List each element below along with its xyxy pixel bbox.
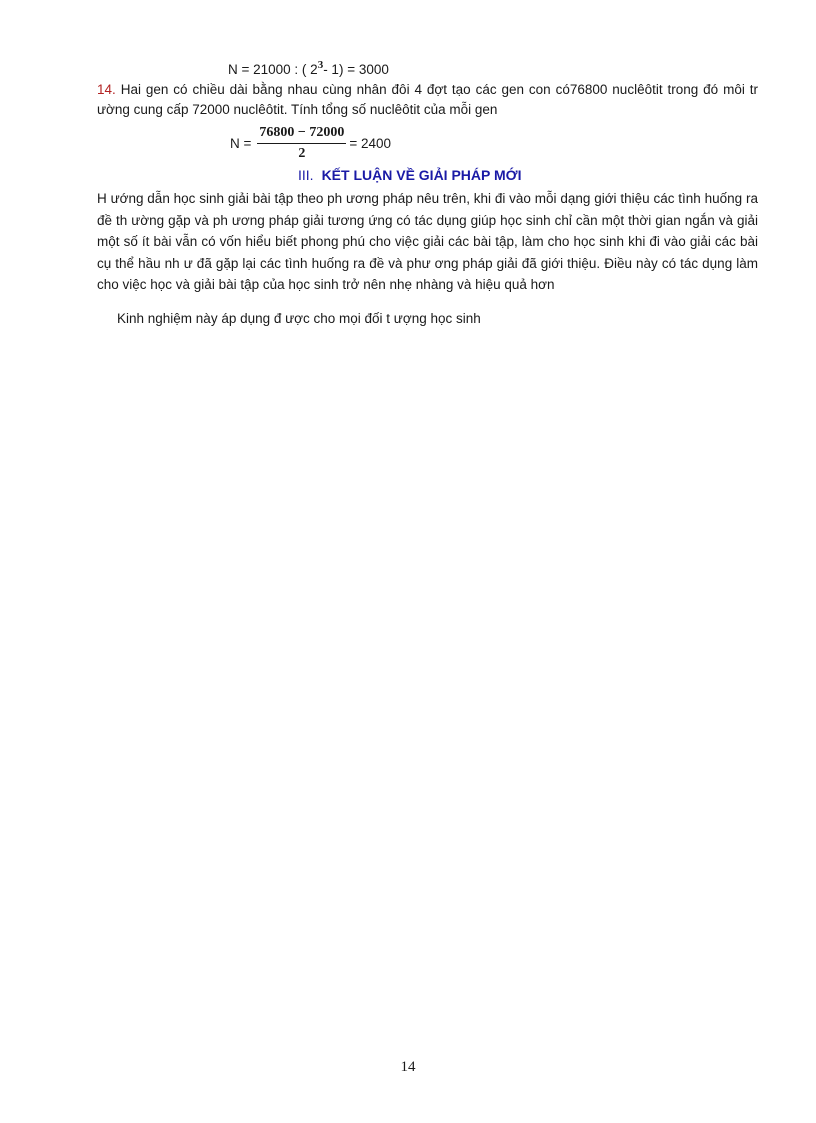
formula-2-lhs: N = xyxy=(230,135,252,151)
section-roman-numeral: III. xyxy=(298,167,314,183)
section-heading xyxy=(298,166,522,184)
formula-1-before: N = 21000 : ( 2 xyxy=(228,62,318,77)
formula-2-rhs: = 2400 xyxy=(349,135,392,151)
problem-14 xyxy=(97,80,758,120)
fraction xyxy=(257,125,346,162)
formula-1-exponent: 3 xyxy=(317,59,324,71)
page-number: 14 xyxy=(400,1059,416,1075)
problem-text: Hai gen có chiều dài bằng nhau cùng nhân đôi 4 đợt tạo các gen con có76800 nuclêôtit trong đó môi tr ường cung cấp 72000 nuclêôtit. Tính tổng số nuclêôtit của mỗi gen xyxy=(97,82,758,117)
problem-number: 14. xyxy=(97,82,116,97)
fraction-denominator: 2 xyxy=(298,145,306,161)
fraction-numerator: 76800 − 72000 xyxy=(257,125,346,144)
formula-n-21000 xyxy=(228,61,389,80)
section-title: KẾT LUẬN VỀ GIẢI PHÁP MỚI xyxy=(321,167,522,183)
conclusion-paragraph: H ướng dẫn học sinh giải bài tập theo ph ương pháp nêu trên, khi đi vào mỗi dạng giới thiệu các tình huống ra đề th ường gặp và ph ương pháp giải tương ứng có tác dụng giúp học sinh chỉ cần một thời gian ngắn và giải một số ít bài vẫn có vốn hiểu biết phong phú cho việc giải các bài tập, làm cho học sinh khi đi vào giải các bài cụ thể hầu nh ư đã gặp lại các tình huống ra đề và phư ơng pháp giải đã giới thiệu. Điều này có tác dụng làm cho việc học và giải bài tập của học sinh trở nên nhẹ nhàng và hiệu quả hơn xyxy=(97,191,758,292)
formula-1-after: - 1) = 3000 xyxy=(323,62,389,77)
closing-paragraph: Kinh nghiệm này áp dụng đ ược cho mọi đối t ượng học sinh xyxy=(117,311,481,326)
formula-fraction xyxy=(230,123,391,163)
